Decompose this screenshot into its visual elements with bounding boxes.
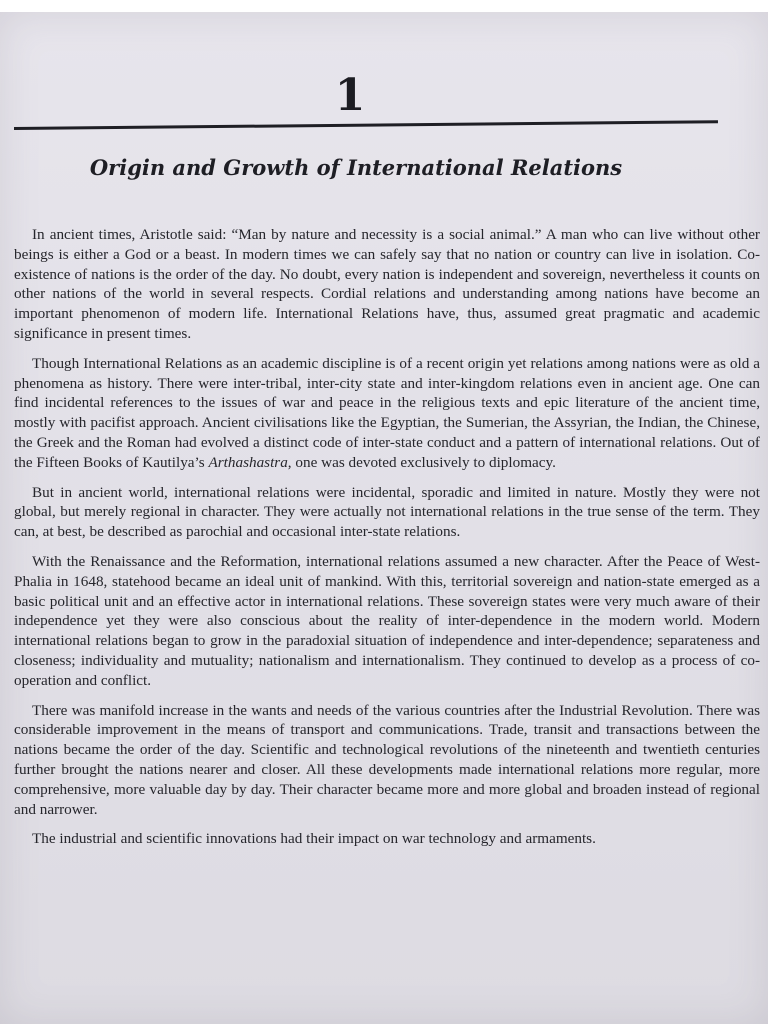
paragraph-2-text-before: Though International Relations as an academic discipline is of a recent origin yet relations among nations were as old a phenomena as history. There were inter-tribal, inter-city state and inter-kingdom relations even in ancient age. One can find incidental references to the issues of war and peace in the religious texts and epic literature of the ancient time, mostly with pacifist approach. Ancient civilisations like the Egyptian, the Sumerian, the Assyrian, the Indian, the Chinese, the Greek and the Roman had evolved a distinct code of inter-state conduct and a pattern of international relations. Out of the Fifteen Books of Kautilya’s: [14, 354, 760, 471]
chapter-title: Origin and Growth of International Relations: [89, 155, 623, 180]
paragraph-2-text-after: , one was devoted exclusively to diplomacy.: [287, 453, 556, 471]
chapter-divider: [14, 120, 718, 130]
book-title-arthashastra: Arthashastra: [208, 453, 288, 471]
paragraph-3: But in ancient world, international relations were incidental, sporadic and limited in nature. Mostly they were not global, but merely regional in character. They were actually not international relations in the true sense of the term. They can, at best, be described as parochial and occasional inter-state relations.: [14, 483, 760, 541]
book-page: [0, 12, 768, 1024]
paragraph-2: [14, 354, 760, 473]
paragraph-5: There was manifold increase in the wants and needs of the various countries after the Industrial Revolution. There was considerable improvement in the means of transport and communications. Trade, transit and transactions between the nations became the order of the day. Scientific and technological revolutions of the nineteenth and twentieth centuries further brought the nations nearer and closer. All these developments made international relations more regular, more comprehensive, more valuable day by day. Their character became more and more global and broaden instead of regional and narrower.: [14, 701, 760, 818]
chapter-number: 1: [334, 70, 366, 121]
paragraph-1: In ancient times, Aristotle said: “Man by nature and necessity is a social animal.” A man who can live without other beings is either a God or a beast. In modern times we can safely say that no nation or country can live in isolation. Co-existence of nations is the order of the day. No doubt, every nation is independent and sovereign, nevertheless it counts on other nations of the world in several respects. Cordial relations and understanding among nations have become an important phenomenon of modern life. International Relations have, thus, assumed great pragmatic and academic significance in present times.: [14, 226, 760, 342]
chapter-body: [14, 225, 760, 859]
paragraph-6: The industrial and scientific innovations had their impact on war technology and armaments.: [32, 830, 596, 848]
paragraph-4: With the Renaissance and the Reformation, international relations assumed a new character. After the Peace of West-Phalia in 1648, statehood became an ideal unit of mankind. With this, territorial sovereign and nation-state emerged as a basic political unit and an effective actor in international relations. These sovereign states were very much aware of their independence yet they were also conscious about the reality of inter-dependence in the modern world. Modern international relations began to grow in the paradoxial situation of independence and inter-dependence; separateness and closeness; individuality and mutuality; nationalism and internationalism. They continued to develop as a process of co-operation and conflict.: [14, 552, 760, 689]
